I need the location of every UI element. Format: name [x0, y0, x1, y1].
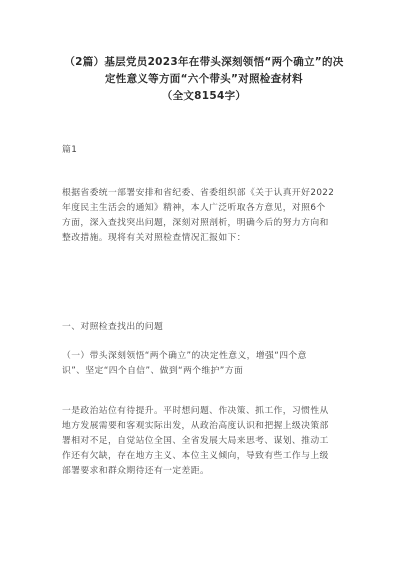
heading-1-text: 一、对照检查找出的问题 — [62, 322, 164, 332]
intro-line-3: 方面，深入查找突出问题，深刻对照剖析，明确今后的努力方向和 — [62, 218, 329, 228]
heading-1 — [62, 320, 354, 335]
subheading-line-1: （一）带头深刻领悟“两个确立”的决定性意义，增强“四个意 — [62, 351, 307, 361]
intro-line-1: 根据省委统一部署安排和省纪委、省委组织部《关于认真开好2022 — [62, 188, 335, 198]
intro-paragraph — [62, 186, 354, 246]
intro-line-2: 年度民主生活会的通知》精神，本人广泛听取各方意见，对照6个 — [62, 203, 326, 213]
body-line-3: 署相对不足，自觉站位全国、全省发展大局来思考、谋划、推动工 — [62, 436, 329, 446]
body-paragraph — [62, 404, 354, 479]
section-label-text: 篇1 — [62, 145, 78, 155]
subheading-line-2: 识”、坚定“四个自信”、做到“两个维护”方面 — [62, 366, 244, 376]
body-line-4: 作还有欠缺，存在地方主义、本位主义倾向，导致有些工作与上级 — [62, 451, 329, 461]
subheading — [62, 349, 354, 379]
intro-line-4: 整改措施。现将有关对照检查情况汇报如下： — [62, 233, 246, 243]
document-title — [40, 54, 368, 105]
title-line-1: （2篇）基层党员2023年在带头深刻领悟“两个确立”的决 — [64, 56, 344, 68]
body-line-2: 地方发展需要和客观实际出发，从政治高度认识和把握上级决策部 — [62, 421, 329, 431]
body-line-1: 一是政治站位有待提升。平时想问题、作决策、抓工作，习惯性从 — [62, 406, 329, 416]
title-line-3: （全文8154字） — [161, 90, 247, 102]
body-line-5: 部署要求和群众期待还有一定差距。 — [62, 466, 210, 476]
section-label — [62, 143, 354, 158]
title-line-2: 定性意义等方面“六个带头”对照检查材料 — [104, 73, 303, 85]
